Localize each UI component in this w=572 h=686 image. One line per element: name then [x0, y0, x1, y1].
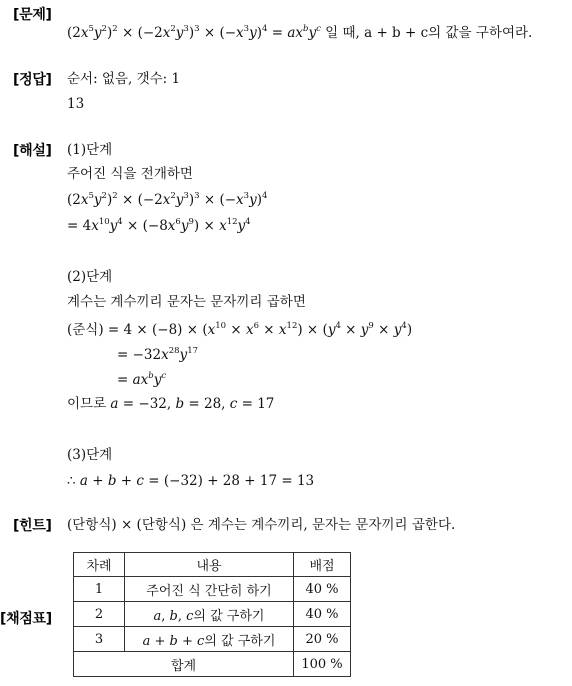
step3-title: (3)단계 — [67, 447, 113, 463]
rubric-header-content: 내용 — [125, 553, 294, 577]
section-label-problem: [문제] — [13, 7, 52, 23]
step2-conclusion: 이므로 a = −32, b = 28, c = 17 — [67, 396, 275, 412]
step2-text: 계수는 계수끼리 문자는 문자끼리 곱하면 — [67, 294, 306, 310]
rubric-row — [74, 627, 351, 652]
step2-prefix: (준식) — [67, 322, 104, 338]
step2-line2: = $-32x^{28}y^{17}$ — [117, 346, 199, 363]
step2-line1: (준식) = $4 \times (-8) \times (x^{10} \times x^6 \times x^{12}) \times (y^4 \times y^9 \times y^4)$ — [67, 321, 413, 338]
step1-expansion: = $4x^{10}y^4 \times (-8x^6y^9) \times x^{12}y^4$ — [67, 217, 251, 234]
rubric-row-order: 3 — [74, 627, 125, 652]
step1-title: (1)단계 — [67, 142, 113, 158]
step1-text: 주어진 식을 전개하면 — [67, 166, 193, 182]
answer-value: 13 — [67, 96, 85, 112]
problem-suffix: 일 때, a + b + c의 값을 구하여라. — [325, 25, 533, 41]
rubric-row-score: 20 % — [294, 627, 351, 652]
section-label-rubric: [채점표] — [0, 611, 52, 627]
step2-line3: = $ax^by^c$ — [117, 371, 167, 388]
section-label-answer: [정답] — [13, 72, 52, 88]
rubric-header-order: 차례 — [74, 553, 125, 577]
rubric-row — [74, 602, 351, 627]
answer-meta: 순서: 없음, 갯수: 1 — [67, 71, 181, 87]
rubric-row-score: 40 % — [294, 602, 351, 627]
step2-title: (2)단계 — [67, 269, 113, 285]
step2-conclusion-prefix: 이므로 — [67, 396, 107, 412]
section-label-explanation: [해설] — [13, 143, 52, 159]
rubric-row-content: 주어진 식 간단히 하기 — [125, 577, 294, 602]
section-label-hint: [힌트] — [13, 518, 52, 534]
problem-statement: $(2x^5y^2)^2 \times (-2x^2y^3)^3 \times (-x^3y)^4 = ax^by^c$ 일 때, a + b + c의 값을 구하여라. — [67, 24, 533, 41]
rubric-row-content: a + b + c의 값 구하기 — [125, 627, 294, 652]
rubric-total-row — [74, 652, 351, 677]
hint-text: (단항식) × (단항식) 은 계수는 계수끼리, 문자는 문자끼리 곱한다. — [67, 517, 456, 533]
rubric-row-order: 2 — [74, 602, 125, 627]
rubric-row — [74, 577, 351, 602]
rubric-row-score: 40 % — [294, 577, 351, 602]
rubric-total-score: 100 % — [294, 652, 351, 677]
rubric-header-score: 배점 — [294, 553, 351, 577]
rubric-row-order: 1 — [74, 577, 125, 602]
rubric-row-content-suffix: 의 값 구하기 — [193, 608, 265, 624]
rubric-header-row — [74, 553, 351, 577]
rubric-total-label: 합계 — [74, 652, 294, 677]
rubric-table — [73, 552, 351, 677]
rubric-row-content: a, b, c의 값 구하기 — [125, 602, 294, 627]
rubric-row-content-suffix: 의 값 구하기 — [204, 633, 276, 649]
step1-expression: $(2x^5y^2)^2 \times (-2x^2y^3)^3 \times (-x^3y)^4$ — [67, 191, 268, 208]
step3-expression: ∴ a + b + c = (−32) + 28 + 17 = 13 — [67, 473, 315, 489]
